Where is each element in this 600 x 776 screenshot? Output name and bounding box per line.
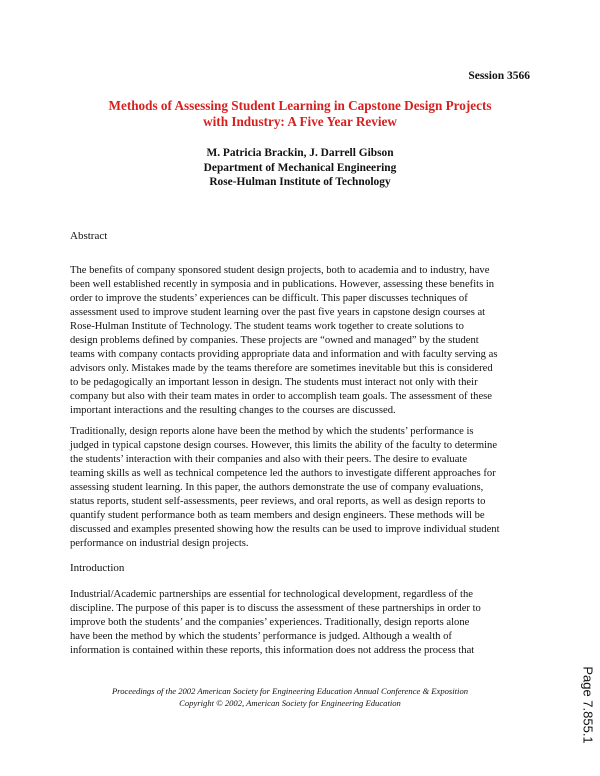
text-line: order to improve the students’ experiences can be difficult. This paper discusses techniques of — [70, 293, 468, 304]
session-number: Session 3566 — [468, 70, 530, 82]
text-line: quantify student performance both as team members and design engineers. These methods will be — [70, 510, 485, 521]
introduction-paragraph — [70, 588, 540, 658]
text-line: advisors only. Mistakes made by the teams therefore are sometimes inevitable but this is considered — [70, 363, 493, 374]
text-line: have been the method by which the students’ performance is judged. Although a wealth of — [70, 631, 452, 642]
text-line: company but also with their team mates in order to accomplish team goals. The assessment of these — [70, 391, 492, 402]
institution: Rose-Hulman Institute of Technology — [209, 176, 391, 188]
text-line: been well established recently in symposia and in publications. However, assessing these benefits in — [70, 279, 495, 290]
title-line: with Industry: A Five Year Review — [203, 114, 397, 129]
text-line: assessment used to improve student learning over the past five years in capstone design courses at — [70, 307, 486, 318]
text-line: teams with company contacts providing appropriate data and information and with faculty serving as — [70, 349, 498, 360]
proceedings-footer — [70, 686, 510, 709]
text-line: Industrial/Academic partnerships are essential for technological development, regardless of the — [70, 589, 474, 600]
text-line: discipline. The purpose of this paper is to discuss the assessment of these partnerships in order to — [70, 603, 481, 614]
author-block — [70, 146, 530, 190]
text-line: to be pedagogically an important lesson in design. The students must interact not only with their — [70, 377, 478, 388]
text-line: improve both the students’ and the companies’ experiences. Traditionally, design reports alone — [70, 617, 470, 628]
text-line: teaming skills as well as technical competence led the authors to investigate different approaches for — [70, 468, 496, 479]
footer-copyright-line: Copyright © 2002, American Society for Engineering Education — [179, 697, 401, 708]
page-number: Page 7.855.1 — [580, 666, 596, 744]
text-line: discussed and examples presented showing how the results can be used to improve individual student — [70, 524, 500, 535]
introduction-heading: Introduction — [70, 562, 125, 574]
text-line: design problems defined by companies. These projects are “owned and managed” by the student — [70, 335, 479, 346]
footer-proceedings-line: Proceedings of the 2002 American Society for Engineering Education Annual Conference & Exposition — [111, 686, 469, 696]
department: Department of Mechanical Engineering — [203, 161, 397, 174]
paper-title — [70, 98, 530, 130]
title-line: Methods of Assessing Student Learning in Capstone Design Projects — [108, 98, 492, 113]
text-line: important interactions and the resulting changes to the courses are discussed. — [70, 405, 396, 416]
abstract-paragraph-2 — [70, 425, 540, 551]
authors: M. Patricia Brackin, J. Darrell Gibson — [206, 147, 394, 159]
text-line: assessing student learning. In this paper, the authors demonstrate the use of company evaluations, — [70, 482, 484, 493]
text-line: Traditionally, design reports alone have been the method by which the students’ performance is — [70, 426, 474, 437]
text-line: The benefits of company sponsored student design projects, both to academia and to industry, have — [70, 265, 490, 276]
text-line: information is contained within these reports, this information does not address the process that — [70, 645, 475, 656]
text-line: the students’ interaction with their companies and also with their peers. The desire to evaluate — [70, 454, 468, 465]
text-line: performance on industrial design projects. — [70, 538, 249, 549]
abstract-heading: Abstract — [70, 230, 108, 242]
abstract-paragraph-1 — [70, 264, 540, 418]
text-line: status reports, student self-assessments, peer reviews, and oral reports, as well as design reports to — [70, 496, 486, 507]
text-line: Rose-Hulman Institute of Technology. The student teams work together to create solutions to — [70, 321, 464, 332]
text-line: judged in typical capstone design courses. However, this limits the ability of the faculty to determine — [70, 440, 498, 451]
